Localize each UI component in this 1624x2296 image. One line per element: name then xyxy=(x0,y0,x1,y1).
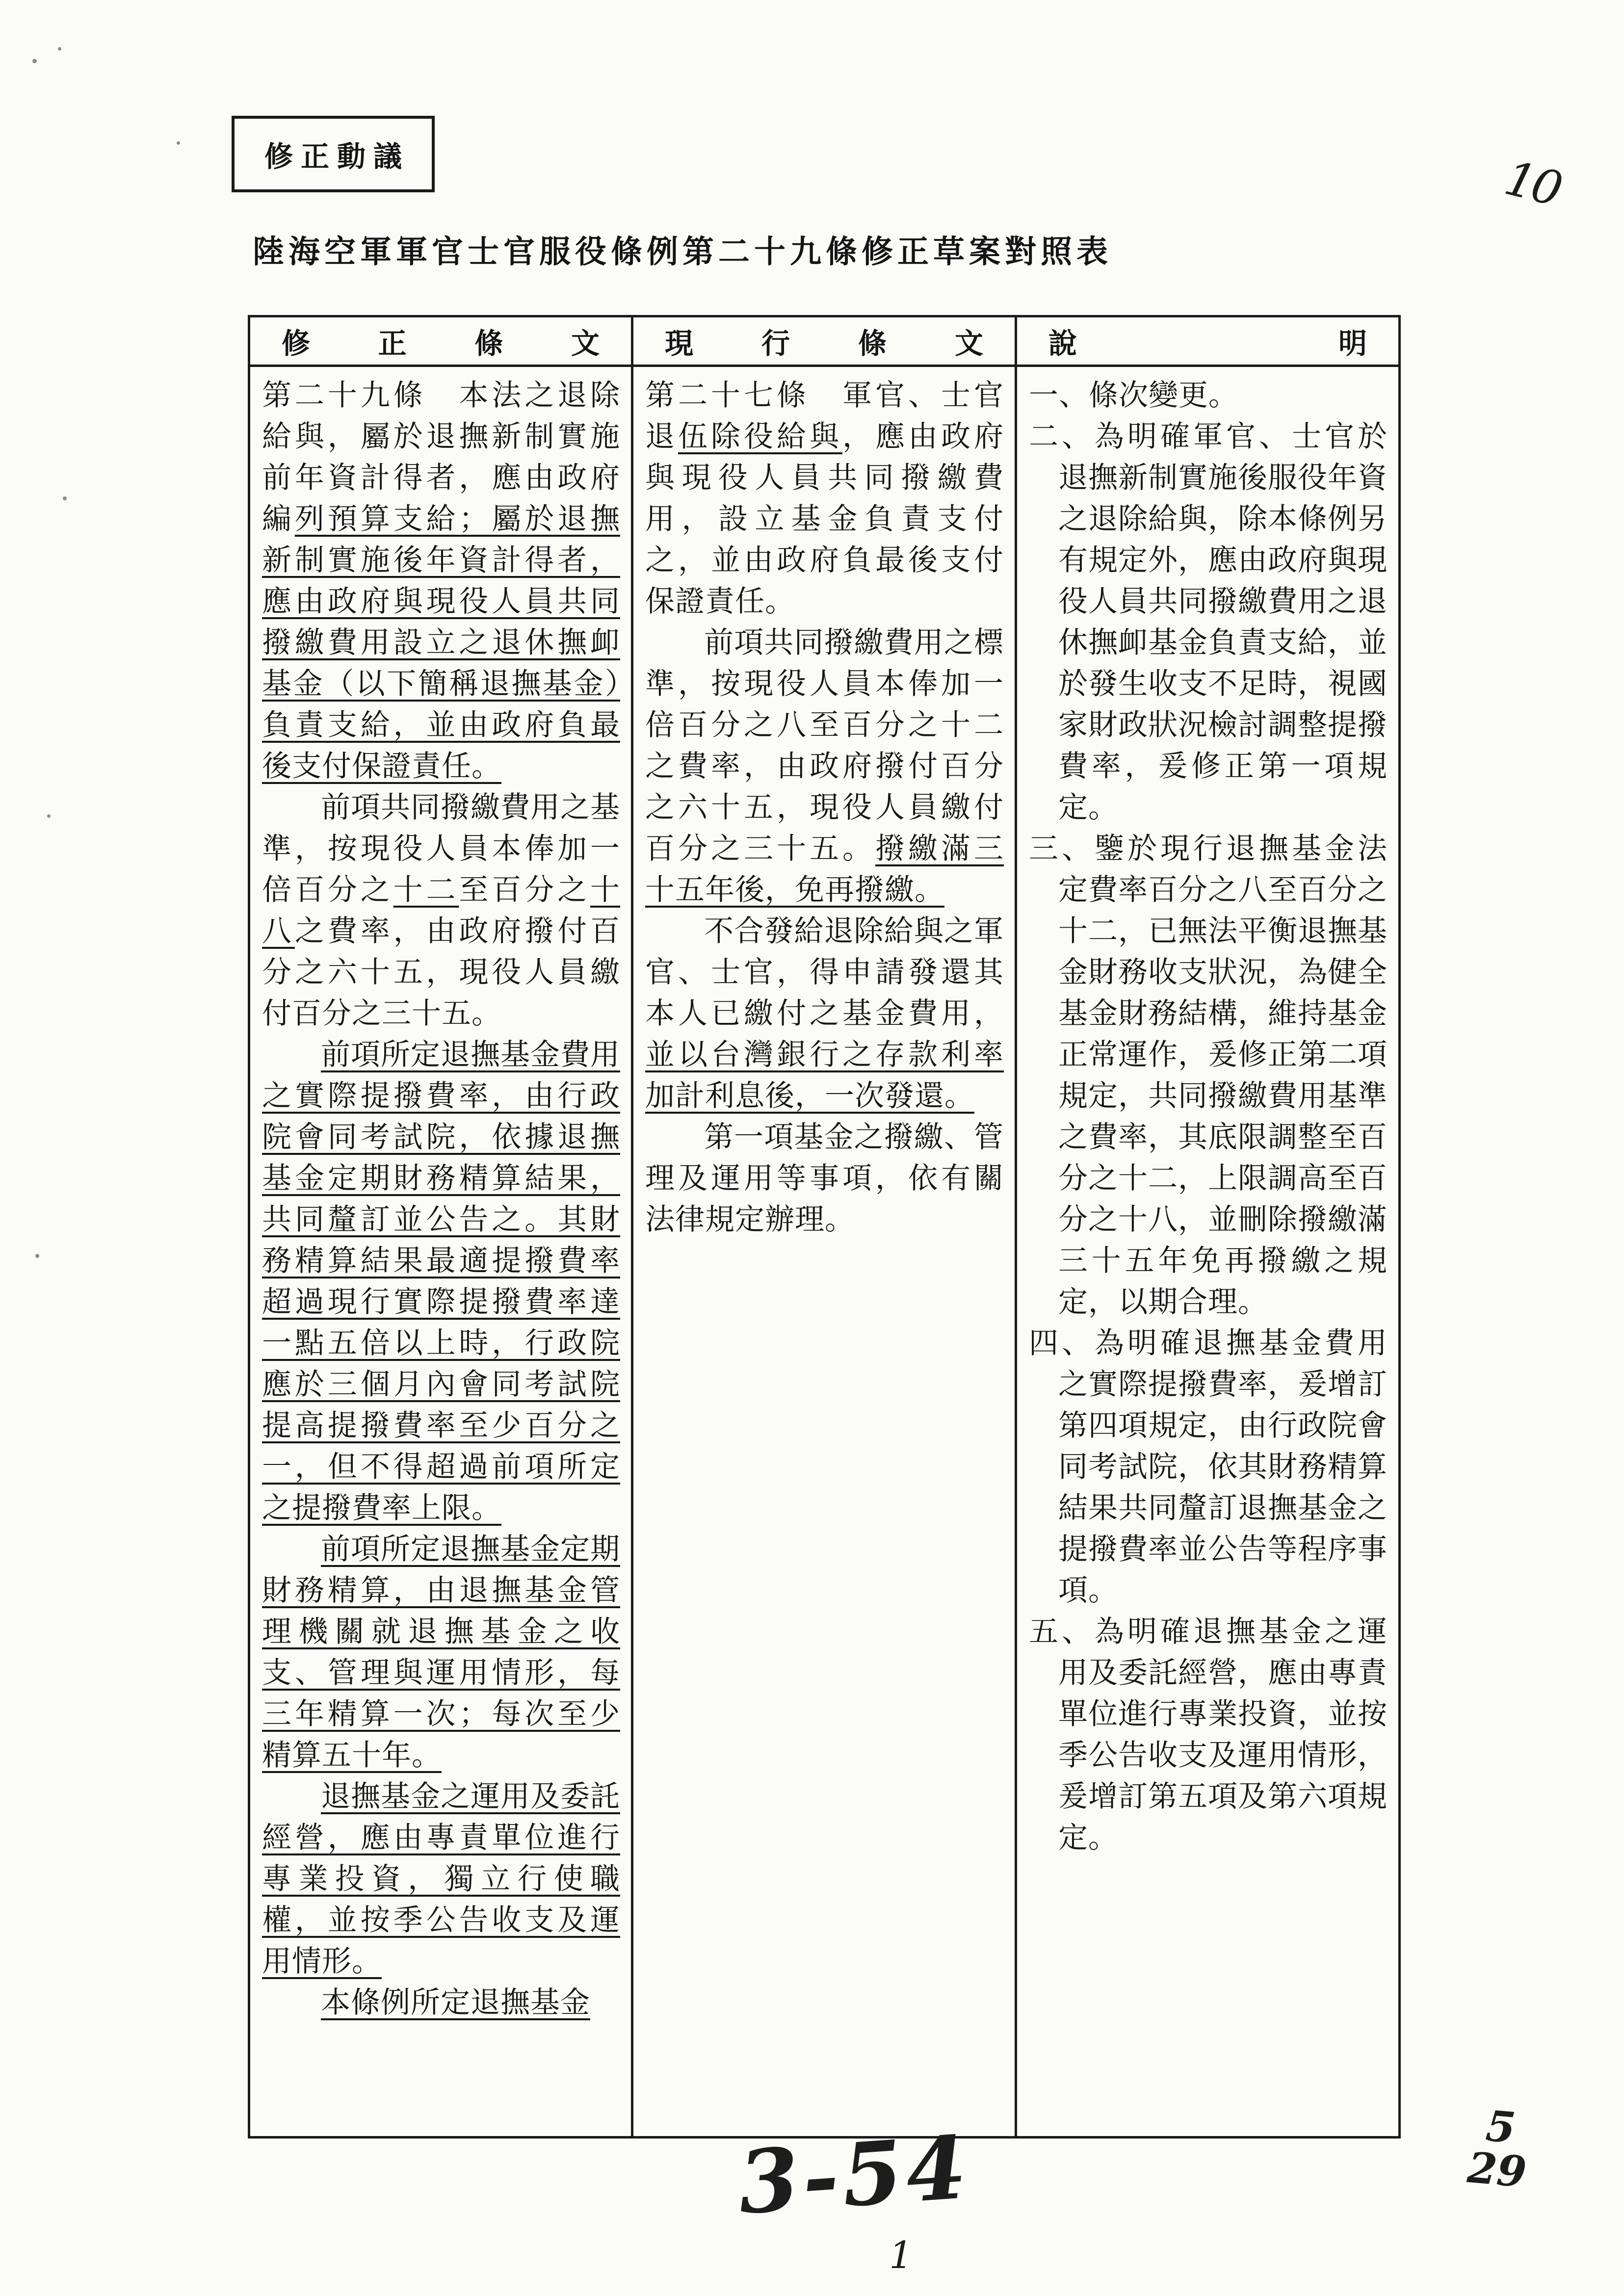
scan-speck xyxy=(177,141,180,145)
paragraph xyxy=(1029,828,1388,1323)
text-segment: 第二十九條 本法之退除給與，屬於退撫新制實施前年資計得者，應由政府編 xyxy=(262,379,620,535)
document-title: 陸海空軍軍官士官服役條例第二十九條修正草案對照表 xyxy=(253,235,1112,269)
current-text-cell xyxy=(632,366,1016,2138)
handwritten-page-mark-top-right: 10 xyxy=(1499,150,1566,217)
underlined-text-segment: 本條例所定退撫基金 xyxy=(321,1986,590,2019)
explanation-content xyxy=(1029,375,1388,1858)
handwritten-mark-bottom-right-lower: 29 xyxy=(1466,2142,1529,2197)
paragraph xyxy=(1029,375,1388,416)
current-text-content xyxy=(645,375,1004,1240)
table-header-row xyxy=(249,316,1400,366)
column-header-current-text: 現 行 條 文 xyxy=(632,316,1016,366)
text-segment: 前項共同撥繳費用之標準，按現役人員本俸加一倍百分之八至百分之十二之費率，由政府撥付百分之六十五，現役人員繳付百分之三十五。 xyxy=(645,626,1004,865)
underlined-text-segment: 十二 xyxy=(393,874,459,906)
scan-speck xyxy=(47,814,51,818)
paragraph xyxy=(262,1982,620,2023)
paragraph xyxy=(645,911,1004,1117)
paragraph xyxy=(262,1776,620,1982)
scan-speck xyxy=(32,59,37,63)
column-header-amended-text: 修 正 條 文 xyxy=(249,316,632,366)
text-segment: 四、為明確退撫基金費用之實際提撥費率，爰增訂第四項規定，由行政院會同考試院，依其財務精算結果共同釐訂退撫基金之提撥費率並公告等程序事項。 xyxy=(1029,1327,1388,1607)
amended-text-content xyxy=(262,375,620,2023)
text-segment: 一、條次變更。 xyxy=(1029,379,1238,412)
table-body-row xyxy=(249,366,1400,2138)
text-segment: 至百分之 xyxy=(459,874,591,906)
paragraph xyxy=(1029,1323,1388,1611)
paragraph xyxy=(262,787,620,1034)
paragraph xyxy=(262,375,620,787)
scan-speck xyxy=(63,496,67,500)
stamp-box xyxy=(232,116,435,192)
paragraph xyxy=(1029,1611,1388,1858)
amendment-comparison-table xyxy=(248,315,1401,2139)
paragraph xyxy=(262,1529,620,1776)
paragraph xyxy=(262,1034,620,1529)
paragraph xyxy=(645,1117,1004,1240)
text-segment: 第二十七條 軍官、士官退 xyxy=(645,379,1004,453)
amended-text-cell xyxy=(249,366,632,2138)
underlined-text-segment: 十八 xyxy=(262,874,621,947)
paragraph xyxy=(645,375,1004,622)
underlined-text-segment: 撥繳滿三十五年後，免再撥繳。 xyxy=(645,833,1004,906)
handwritten-mark-bottom-center: 3-54 xyxy=(735,2116,974,2234)
text-segment: 五、為明確退撫基金之運用及委託經營，應由專責單位進行專業投資，並按季公告收支及運用情形，爰增訂第五項及第六項規定。 xyxy=(1029,1616,1388,1854)
text-segment: 第一項基金之撥繳、管理及運用等事項，依有關法律規定辦理。 xyxy=(645,1121,1004,1236)
handwritten-mark-bottom-right-upper: 5 xyxy=(1484,2101,1518,2153)
paragraph xyxy=(1029,416,1388,828)
column-header-explanation: 說 明 xyxy=(1016,316,1400,366)
handwritten-mark-bottom-center-secondary: 1 xyxy=(889,2233,913,2277)
underlined-text-segment: 伍除役給與 xyxy=(678,420,842,453)
scan-speck xyxy=(35,1254,39,1258)
handwritten-mark-bottom-right xyxy=(1466,2101,1532,2197)
text-segment: 二、為明確軍官、士官於退撫新制實施後服役年資之退除給與，除本條例另有規定外，應由政府與現役人員共同撥繳費用之退休撫卹基金負責支給，並於發生收支不足時，視國家財政狀況檢討調整提撥費率，爰修正第一項規定。 xyxy=(1029,420,1388,824)
text-segment: ，應由政府與現役人員共同撥繳費用，設立基金負責支付之，並由政府負最後支付保證責任。 xyxy=(645,420,1004,618)
underlined-text-segment: 前項所定退撫基金定期財務精算，由退撫基金管理機關就退撫基金之收支、管理與運用情形，每三年精算一次；每次至少精算五十年。 xyxy=(262,1533,620,1772)
text-segment: 之費率，由政府撥付百分之六十五，現役人員繳付百分之三十五。 xyxy=(262,915,621,1030)
text-segment: 不合發給退除給與之軍官、士官，得申請發還其本人已繳付之基金費用， xyxy=(645,915,1004,1030)
explanation-cell xyxy=(1016,366,1400,2138)
text-segment: 三、鑒於現行退撫基金法定費率百分之八至百分之十二，已無法平衡退撫基金財務收支狀況，為健全基金財務結構，維持基金正常運作，爰修正第二項規定，共同撥繳費用基準之費率，其底限調整至百分之十二，上限調高至百分之十八，並刪除撥繳滿三十五年免再撥繳之規定，以期合理。 xyxy=(1029,833,1388,1318)
underlined-text-segment: 列預算支給；屬於退撫新制實施後年資計得者，應由政府與現役人員共同撥繳費用設立之退休撫卹基金（以下簡稱退撫基金）負責支給，並由政府負最後支付保證責任。 xyxy=(262,503,621,783)
stamp-text: 修正動議 xyxy=(264,141,410,173)
text-segment: 前項共同撥繳費用之基準，按現役人員本俸加一倍百分之 xyxy=(262,791,620,906)
scan-speck xyxy=(58,47,61,51)
underlined-text-segment: 並以台灣銀行之存款利率加計利息後，一次發還。 xyxy=(645,1039,1004,1112)
underlined-text-segment: 退撫基金之運用及委託經營，應由專責單位進行專業投資，獨立行使職權，並按季公告收支及運用情形。 xyxy=(262,1780,620,1978)
paragraph xyxy=(645,622,1004,911)
underlined-text-segment: 前項所定退撫基金費用之實際提撥費率，由行政院會同考試院，依據退撫基金定期財務精算結果，共同釐訂並公告之。其財務精算結果最適提撥費率超過現行實際提撥費率達一點五倍以上時，行政院應於三個月內會同考試院提高提撥費率至少百分之一，但不得超過前項所定之提撥費率上限。 xyxy=(262,1039,620,1524)
